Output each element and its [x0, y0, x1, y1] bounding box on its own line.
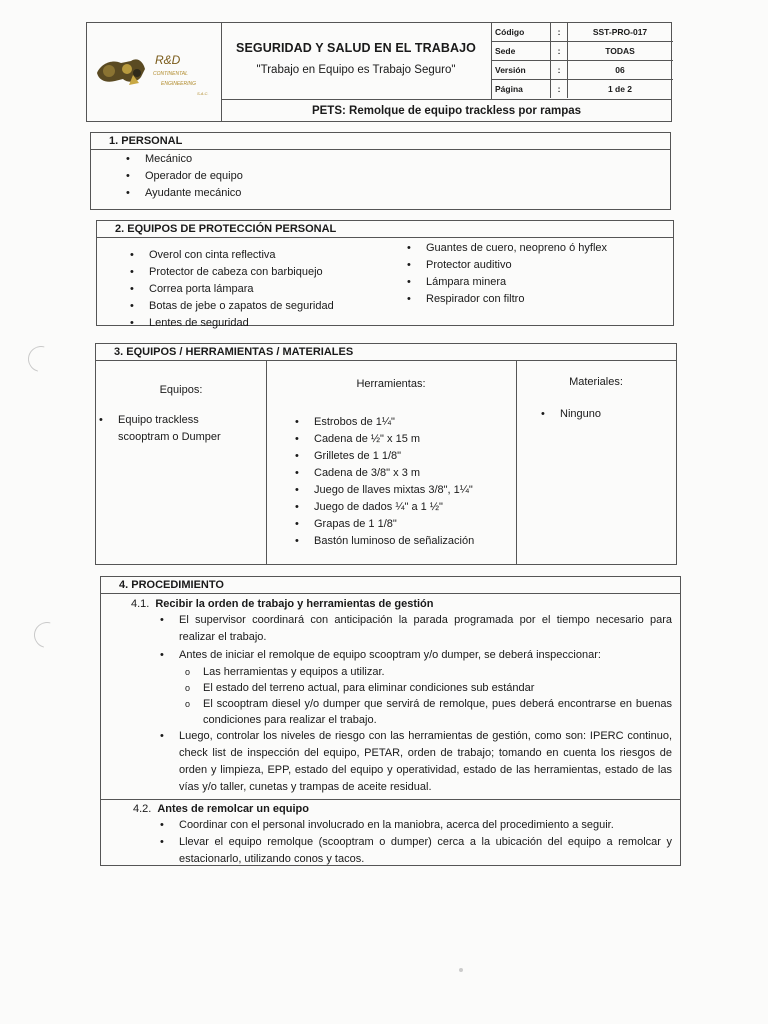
column-materiales: [516, 360, 676, 564]
document-header: [86, 22, 672, 122]
column-header-equipos: Equipos:: [159, 384, 203, 396]
logo-line3: S.A.C.: [197, 91, 209, 96]
meta-key: Versión: [495, 65, 526, 75]
list-item: • Equipo trackless scooptram o Dumper: [96, 412, 246, 446]
column-header-materiales: Materiales:: [569, 376, 623, 388]
meta-separator: :: [550, 23, 568, 41]
list-item: • Llevar el equipo remolque (scooptram o dumper) cerca a la ubicación del equipo a remolcar y estacionarlo, utilizando conos y tacos.: [157, 834, 672, 868]
meta-value: 06: [615, 65, 625, 75]
meta-separator: :: [550, 42, 568, 60]
list-item: • Grapas de 1 1/8": [292, 516, 516, 533]
list-item: [157, 647, 672, 728]
list-item: • Mecánico: [123, 151, 670, 168]
column-herramientas: [266, 360, 517, 564]
column-header-herramientas: Herramientas:: [356, 378, 426, 390]
subsection-4-1: [101, 594, 680, 800]
list-item: • Juego de dados ¼" a 1 ½": [292, 499, 516, 516]
list-item: • Protector de cabeza con barbiquejo: [127, 264, 334, 281]
list-item: • Luego, controlar los niveles de riesgo con las herramientas de gestión, como son: IPERC continuo, check list de inspección del equipo, PETAR, orden de trabajo; tomando en cuenta los riesgos de orden y limpieza, EPP, estado del equipo y operatividad, estado de las herramientas, estado de las vías y/o taller, cunetas y trampas de aceite residual.: [157, 728, 672, 796]
logo-line1: CONTINENTAL: [153, 71, 188, 77]
pets-title: PETS: Remolque de equipo trackless por rampas: [221, 99, 672, 122]
punch-hole-bottom: [29, 617, 65, 653]
procedimiento-4-1-list: [157, 612, 672, 796]
list-item: • Lámpara minera: [404, 274, 607, 291]
meta-key: Sede: [495, 46, 516, 56]
list-item: • Ayudante mecánico: [123, 185, 670, 202]
company-logo: [87, 23, 222, 121]
list-item: • Cadena de 3/8" x 3 m: [292, 465, 516, 482]
list-item: • Ninguno: [538, 406, 676, 423]
list-item-text: Antes de iniciar el remolque de equipo scooptram y/o dumper, se deberá inspeccionar:: [179, 649, 601, 661]
document-title: SEGURIDAD Y SALUD EN EL TRABAJO: [236, 41, 476, 55]
subsection-number: 4.1.: [131, 598, 150, 610]
meta-key: Código: [495, 27, 525, 37]
section-title: 4. PROCEDIMIENTO: [101, 577, 680, 594]
meta-separator: :: [550, 80, 568, 98]
punch-hole-top: [23, 341, 59, 377]
meta-value: SST-PRO-017: [592, 27, 648, 37]
list-item: • Lentes de seguridad: [127, 315, 334, 332]
list-item: • Operador de equipo: [123, 168, 670, 185]
section-procedimiento: [100, 576, 681, 866]
section-title: 1. PERSONAL: [91, 133, 670, 150]
meta-row: [492, 42, 673, 61]
list-item: • Cadena de ½" x 15 m: [292, 431, 516, 448]
list-item: • Correa porta lámpara: [127, 281, 334, 298]
list-item: • Botas de jebe o zapatos de seguridad: [127, 298, 334, 315]
list-item: • Guantes de cuero, neopreno ó hyflex: [404, 240, 607, 257]
meta-row: [492, 80, 673, 99]
meta-separator: :: [550, 61, 568, 79]
list-item: o El scooptram diesel y/o dumper que servirá de remolque, pues deberá encontrarse en buenas condiciones para realizar el trabajo.: [181, 696, 672, 728]
meta-row: [492, 61, 673, 80]
list-item: • El supervisor coordinará con anticipación la parada programada por el tiempo necesario para realizar el trabajo.: [157, 612, 672, 646]
section-title: 3. EQUIPOS / HERRAMIENTAS / MATERIALES: [96, 344, 676, 361]
meta-value: 1 de 2: [607, 84, 633, 94]
subsection-title-text: Recibir la orden de trabajo y herramientas de gestión: [155, 598, 434, 610]
document-slogan: "Trabajo en Equipo es Trabajo Seguro": [256, 64, 456, 76]
list-item: • Bastón luminoso de señalización: [292, 533, 516, 550]
epp-list-right: [404, 240, 607, 308]
meta-value: TODAS: [605, 46, 635, 56]
subsection-title: [131, 598, 680, 610]
herramientas-list: [292, 414, 516, 550]
list-item: o Las herramientas y equipos a utilizar.: [181, 664, 672, 680]
section-equipos-herramientas: [95, 343, 677, 565]
section-personal: [90, 132, 671, 210]
epp-list-left: [127, 247, 334, 332]
meta-key: Página: [495, 84, 523, 94]
equipos-list: [96, 412, 246, 446]
section-title: 2. EQUIPOS DE PROTECCIÓN PERSONAL: [97, 221, 673, 238]
list-item: o El estado del terreno actual, para eliminar condiciones sub estándar: [181, 680, 672, 696]
list-item: • Protector auditivo: [404, 257, 607, 274]
document-meta-table: [491, 23, 673, 99]
list-item: • Juego de llaves mixtas 3/8", 1¼": [292, 482, 516, 499]
subsection-title-text: Antes de remolcar un equipo: [157, 803, 309, 815]
personal-list: [123, 151, 670, 202]
list-item: • Overol con cinta reflectiva: [127, 247, 334, 264]
header-title-block: [221, 23, 491, 99]
logo-line2: ENGINEERING: [161, 81, 197, 87]
list-item: • Grilletes de 1 1/8": [292, 448, 516, 465]
column-equipos: [96, 360, 267, 564]
section-epp: [96, 220, 674, 329]
materiales-list: [538, 406, 676, 423]
list-item: • Coordinar con el personal involucrado en la maniobra, acerca del procedimiento a seguir.: [157, 817, 672, 834]
subsection-4-2: [101, 800, 680, 868]
list-item: • Respirador con filtro: [404, 291, 607, 308]
inspection-sublist: [181, 664, 672, 728]
subsection-title: [133, 803, 680, 815]
scan-speck: [459, 968, 463, 972]
meta-row: [492, 23, 673, 42]
logo-brand: R&D: [155, 53, 181, 67]
procedimiento-4-2-list: [157, 817, 672, 868]
list-item: • Estrobos de 1¼": [292, 414, 516, 431]
subsection-number: 4.2.: [133, 803, 152, 815]
